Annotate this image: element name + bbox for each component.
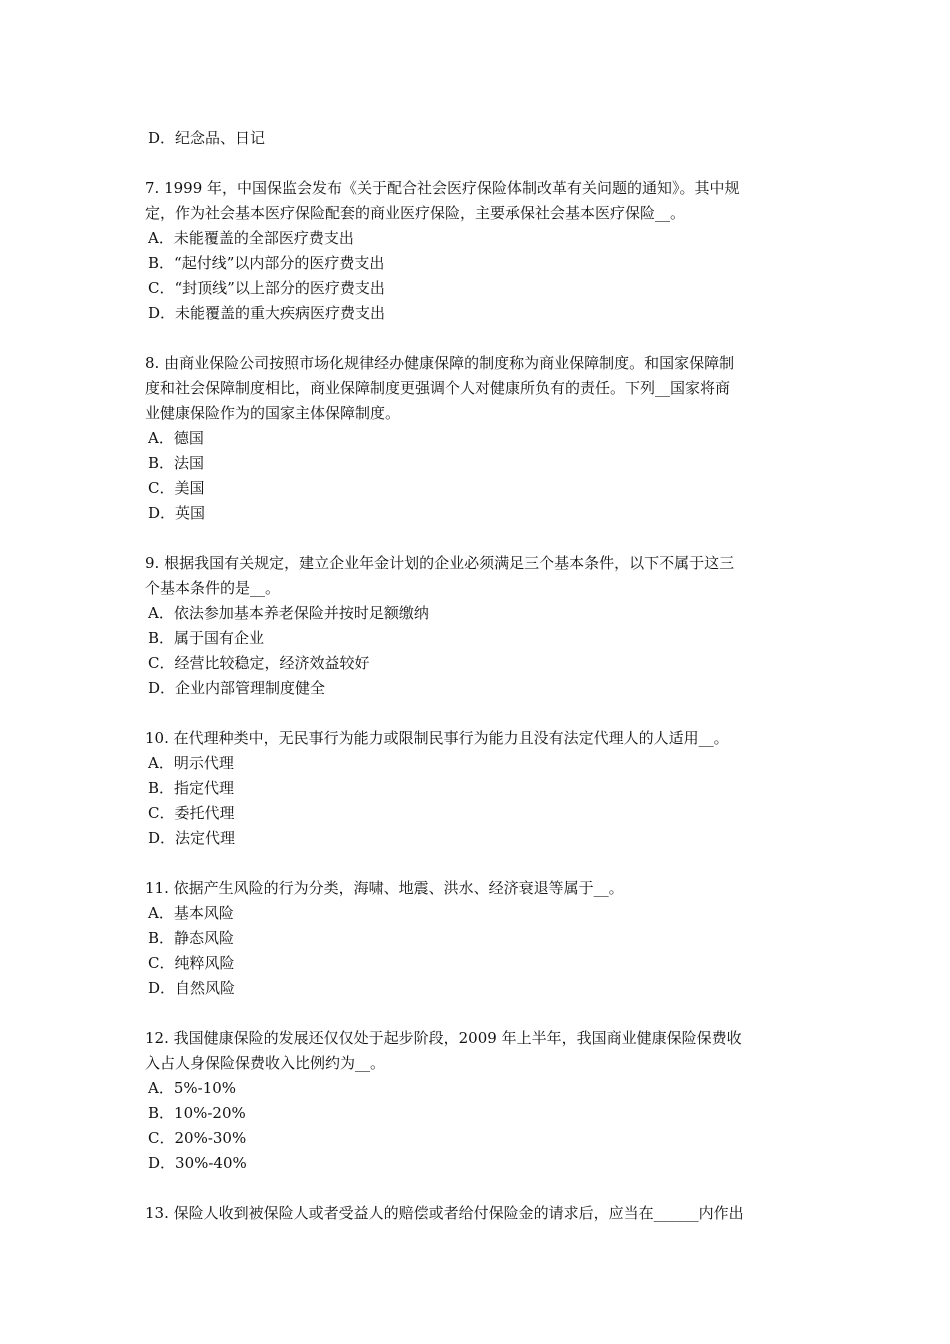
spacer <box>145 151 810 176</box>
document-content <box>145 126 810 1226</box>
spacer <box>145 526 810 551</box>
spacer <box>145 701 810 726</box>
question-line: 业健康保险作为的国家主体保障制度。 <box>145 404 401 422</box>
option-item: B．法国 <box>148 454 205 472</box>
spacer <box>145 1001 810 1026</box>
spacer <box>145 1176 810 1201</box>
option-item: A．明示代理 <box>148 754 234 772</box>
question-line: 12. 我国健康保险的发展还仅仅处于起步阶段，2009 年上半年，我国商业健康保险保费收 <box>145 1029 742 1047</box>
option-item: B．10%-20% <box>148 1104 246 1122</box>
option-item: B．指定代理 <box>148 779 235 797</box>
option-item: C．20%-30% <box>148 1129 247 1147</box>
question-line: 入占人身保险保费收入比例约为__。 <box>145 1054 386 1072</box>
option-item: D．纪念品、日记 <box>148 129 266 147</box>
option-item: D．英国 <box>148 504 206 522</box>
question-line: 11. 依据产生风险的行为分类，海啸、地震、洪水、经济衰退等属于__。 <box>145 879 624 897</box>
option-item: A．依法参加基本养老保险并按时足额缴纳 <box>148 604 429 622</box>
option-item: D．自然风险 <box>148 979 236 997</box>
question-line: 9. 根据我国有关规定，建立企业年金计划的企业必须满足三个基本条件，以下不属于这三 <box>145 554 735 572</box>
option-item: C．纯粹风险 <box>148 954 235 972</box>
option-item: D．未能覆盖的重大疾病医疗费支出 <box>148 304 386 322</box>
option-item: B．“起付线”以内部分的医疗费支出 <box>148 254 385 272</box>
question-line: 13. 保险人收到被保险人或者受益人的赔偿或者给付保险金的请求后，应当在______内作出 <box>145 1204 744 1222</box>
question-line: 7. 1999 年，中国保监会发布《关于配合社会医疗保险体制改革有关问题的通知》。其中规 <box>145 179 740 197</box>
question-line: 定，作为社会基本医疗保险配套的商业医疗保险，主要承保社会基本医疗保险__。 <box>145 204 686 222</box>
option-item: B．静态风险 <box>148 929 235 947</box>
option-item: D．30%-40% <box>148 1154 247 1172</box>
option-item: C．“封顶线”以上部分的医疗费支出 <box>148 279 385 297</box>
option-item: A．5%-10% <box>148 1079 237 1097</box>
option-item: C．经营比较稳定，经济效益较好 <box>148 654 370 672</box>
question-line: 度和社会保障制度相比，商业保障制度更强调个人对健康所负有的责任。下列__国家将商 <box>145 379 731 397</box>
option-item: A．德国 <box>148 429 204 447</box>
question-line: 10. 在代理种类中，无民事行为能力或限制民事行为能力且没有法定代理人的人适用__。 <box>145 729 729 747</box>
question-line: 个基本条件的是__。 <box>145 579 281 597</box>
option-item: C．委托代理 <box>148 804 235 822</box>
option-item: B．属于国有企业 <box>148 629 265 647</box>
option-item: D．企业内部管理制度健全 <box>148 679 326 697</box>
question-line: 8. 由商业保险公司按照市场化规律经办健康保障的制度称为商业保障制度。和国家保障制 <box>145 354 735 372</box>
option-item: C．美国 <box>148 479 205 497</box>
spacer <box>145 851 810 876</box>
spacer <box>145 326 810 351</box>
option-item: A．未能覆盖的全部医疗费支出 <box>148 229 354 247</box>
option-item: A．基本风险 <box>148 904 234 922</box>
option-item: D．法定代理 <box>148 829 236 847</box>
